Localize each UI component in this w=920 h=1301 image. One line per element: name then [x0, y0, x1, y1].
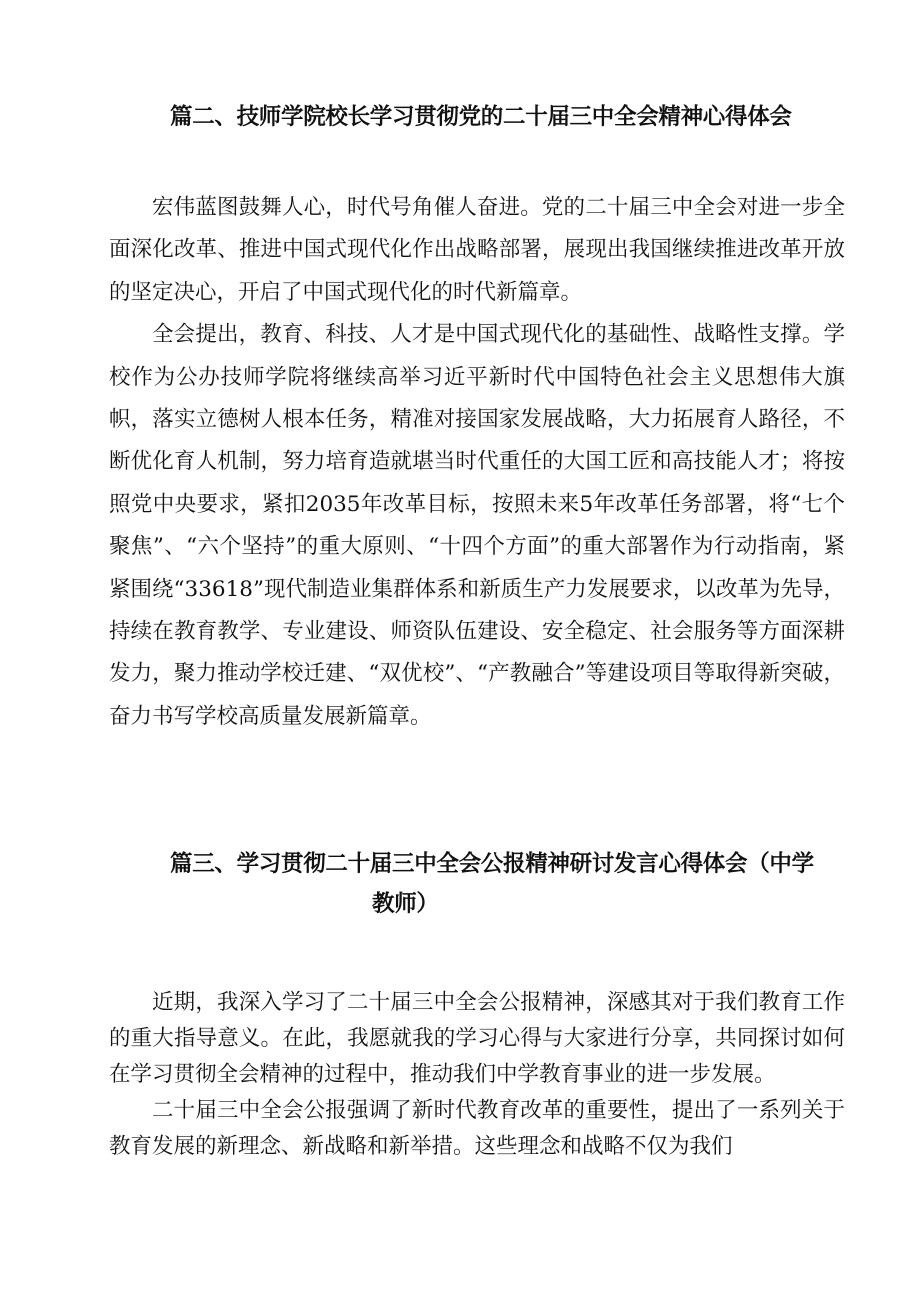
article-2-paragraph-1: 宏伟蓝图鼓舞人心，时代号角催人奋进。党的二十届三中全会对进一步全面深化改革、推进中国式现代化作出战略部署，展现出我国继续推进改革开放的坚定决心，开启了中国式现代化的时代新篇章。 [109, 195, 845, 305]
article-2-title: 篇二、技师学院校长学习贯彻党的二十届三中全会精神心得体会 [170, 104, 792, 130]
article-3-body [109, 985, 845, 1165]
article-3-paragraph-2: 二十届三中全会公报强调了新时代教育改革的重要性，提出了一系列关于教育发展的新理念、新战略和新举措。这些理念和战略不仅为我们 [109, 1098, 845, 1159]
article-3-paragraph-1: 近期，我深入学习了二十届三中全会公报精神，深感其对于我们教育工作的重大指导意义。在此，我愿就我的学习心得与大家进行分享，共同探讨如何在学习贯彻全会精神的过程中，推动我们中学教育事业的进一步发展。 [109, 990, 845, 1087]
article-3-title-line-1: 篇三、学习贯彻二十届三中全会公报精神研讨发言心得体会（中学 [170, 851, 814, 877]
article-2-body [109, 187, 845, 738]
article-3-title-line-2: 教师） [372, 891, 439, 917]
article-2-paragraph-2: 全会提出，教育、科技、人才是中国式现代化的基础性、战略性支撑。学校作为公办技师学院将继续高举习近平新时代中国特色社会主义思想伟大旗帜，落实立德树人根本任务，精准对接国家发展战略，大力拓展育人路径，不断优化育人机制，努力培育造就堪当时代重任的大国工匠和高技能人才；将按照党中央要求，紧扣2035年改革目标，按照未来5年改革任务部署，将“七个聚焦”、“六个坚持”的重大原则、“十四个方面”的重大部署作为行动指南，紧紧围绕“33618”现代制造业集群体系和新质生产力发展要求，以改革为先导，持续在教育教学、专业建设、师资队伍建设、安全稳定、社会服务等方面深耕发力，聚力推动学校迁建、“双优校”、“产教融合”等建设项目等取得新突破，奋力书写学校高质量发展新篇章。 [109, 322, 845, 729]
